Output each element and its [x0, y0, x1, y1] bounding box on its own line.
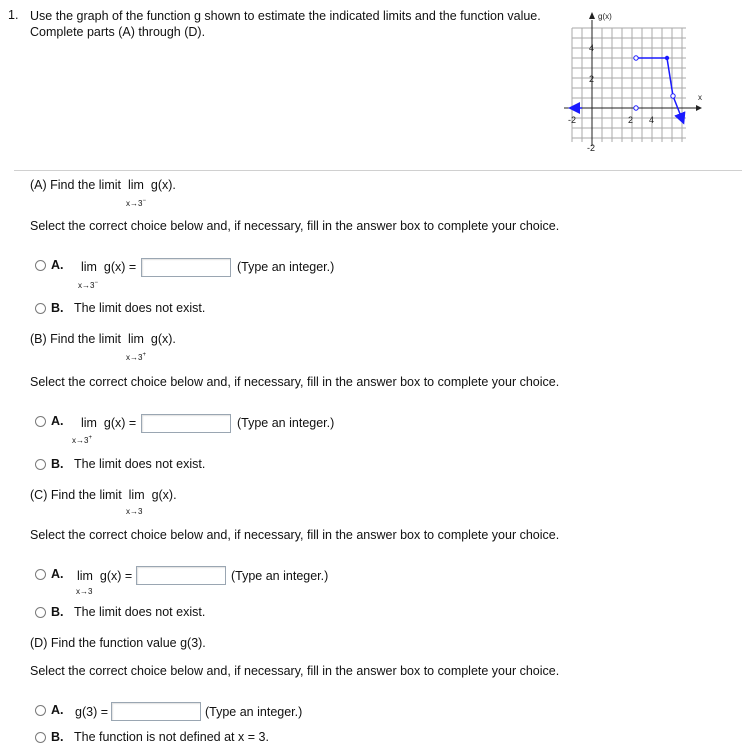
x-tick-neg2: -2 — [568, 115, 577, 125]
y-tick-4: 4 — [589, 43, 595, 53]
question-number: 1. — [8, 8, 19, 22]
closed-dot-top — [665, 56, 669, 60]
partA-answer-input[interactable] — [141, 258, 231, 277]
partA-heading: (A) Find the limit lim g(x). — [30, 178, 176, 192]
partD-choice-A-letter: A. — [51, 703, 64, 717]
function-graph — [560, 6, 710, 156]
partC-choice-B-letter: B. — [51, 605, 64, 619]
partB-type-hint: (Type an integer.) — [237, 416, 335, 430]
partC-limit-subscript: x→3 — [126, 507, 143, 516]
partC-choice-A-subscript: x→3 — [76, 587, 93, 596]
partA-choice-B-letter: B. — [51, 301, 64, 315]
partD-choice-B-letter: B. — [51, 730, 64, 744]
partA-choice-A-radio[interactable] — [35, 260, 46, 271]
partC-choice-A-letter: A. — [51, 567, 64, 581]
partC-choice-A-radio[interactable] — [35, 569, 46, 580]
partC-choice-B-text: The limit does not exist. — [74, 605, 206, 619]
x-axis-label: x — [698, 93, 702, 102]
y-tick-neg2: -2 — [587, 143, 596, 153]
open-circle-axis — [634, 106, 638, 110]
partC-choice-B-radio[interactable] — [35, 607, 46, 618]
partD-instruction: Select the correct choice below and, if necessary, fill in the answer box to complete your choice. — [30, 664, 560, 678]
partB-choice-A-letter: A. — [51, 414, 64, 428]
partC-type-hint: (Type an integer.) — [231, 569, 329, 583]
partB-limit-subscript: x→3+ — [126, 352, 146, 362]
partA-choice-A-subscript: x→3− — [78, 280, 98, 290]
partB-heading: (B) Find the limit lim g(x). — [30, 332, 176, 346]
partC-choice-A-lim: lim g(x) = — [77, 569, 133, 583]
y-tick-2: 2 — [589, 74, 595, 84]
x-axis-arrow — [696, 105, 702, 111]
x-tick-4: 4 — [649, 115, 655, 125]
partC-answer-input[interactable] — [136, 566, 226, 585]
open-circle-top — [634, 56, 638, 60]
section-divider — [14, 170, 742, 171]
open-circle-mid — [671, 94, 675, 98]
partA-choice-A-lim: lim g(x) = — [81, 260, 137, 274]
partA-type-hint: (Type an integer.) — [237, 260, 335, 274]
y-axis-arrow — [589, 12, 595, 19]
x-tick-2: 2 — [628, 115, 634, 125]
partD-choice-B-radio[interactable] — [35, 732, 46, 743]
partB-choice-B-text: The limit does not exist. — [74, 457, 206, 471]
partA-limit-subscript: x→3− — [126, 198, 146, 208]
partD-heading: (D) Find the function value g(3). — [30, 636, 206, 650]
partD-choice-A-label: g(3) = — [75, 705, 109, 719]
partB-choice-A-radio[interactable] — [35, 416, 46, 427]
partC-heading: (C) Find the limit lim g(x). — [30, 488, 177, 502]
partB-choice-A-lim: lim g(x) = — [81, 416, 137, 430]
question-text: Use the graph of the function g shown to estimate the indicated limits and the function value. Complete parts (A) through (D). — [30, 9, 541, 39]
partD-choice-A-radio[interactable] — [35, 705, 46, 716]
partA-choice-B-radio[interactable] — [35, 303, 46, 314]
y-axis-label: g(x) — [598, 12, 612, 21]
partD-answer-input[interactable] — [111, 702, 201, 721]
partD-choice-B-text: The function is not defined at x = 3. — [74, 730, 269, 744]
partB-choice-B-radio[interactable] — [35, 459, 46, 470]
partA-choice-B-text: The limit does not exist. — [74, 301, 206, 315]
partB-instruction: Select the correct choice below and, if necessary, fill in the answer box to complete your choice. — [30, 375, 560, 389]
partD-type-hint: (Type an integer.) — [205, 705, 303, 719]
partA-instruction: Select the correct choice below and, if necessary, fill in the answer box to complete your choice. — [30, 219, 560, 233]
partC-instruction: Select the correct choice below and, if necessary, fill in the answer box to complete your choice. — [30, 528, 560, 542]
partA-choice-A-letter: A. — [51, 258, 64, 272]
partB-answer-input[interactable] — [141, 414, 231, 433]
partB-choice-B-letter: B. — [51, 457, 64, 471]
partB-choice-A-subscript: x→3+ — [72, 435, 92, 445]
